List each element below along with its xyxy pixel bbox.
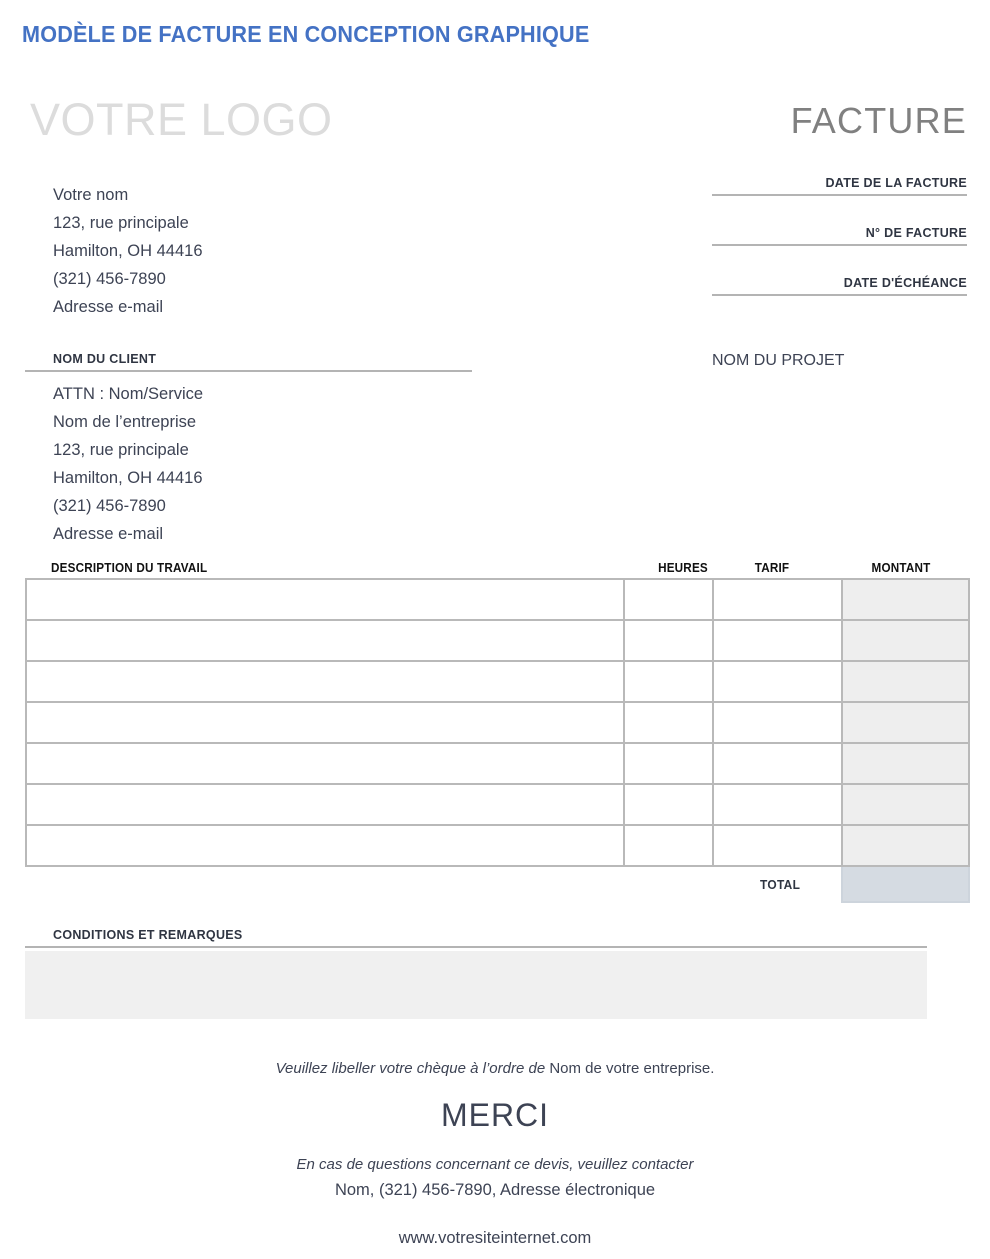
total-value[interactable] [842, 866, 969, 902]
client-line: 123, rue principale [53, 441, 189, 459]
check-note-italic-part: Veuillez libeller votre chèque à l’ordre de [275, 1060, 550, 1077]
client-section-underline [25, 370, 472, 372]
cell-description[interactable] [26, 784, 624, 825]
field-underline [712, 244, 967, 246]
client-section-header [25, 352, 472, 372]
table-row [26, 661, 969, 702]
client-line: (321) 456-7890 [53, 497, 166, 515]
cell-amount[interactable] [842, 579, 969, 620]
conditions-textarea[interactable] [25, 951, 927, 1019]
logo-placeholder: VOTRE LOGO [30, 94, 333, 145]
cell-amount[interactable] [842, 784, 969, 825]
cell-description[interactable] [26, 743, 624, 784]
total-row [26, 866, 969, 902]
footer [0, 1058, 990, 1251]
cell-rate[interactable] [713, 702, 842, 743]
field-due-date[interactable] [712, 276, 967, 296]
sender-address-block [53, 181, 473, 321]
cell-hours[interactable] [624, 661, 713, 702]
client-line: Adresse e-mail [53, 525, 164, 543]
website-url: www.votresiteinternet.com [398, 1229, 592, 1247]
cell-amount[interactable] [842, 620, 969, 661]
cell-amount[interactable] [842, 743, 969, 784]
field-label: N° DE FACTURE [865, 226, 967, 240]
table-row [26, 702, 969, 743]
cell-hours[interactable] [624, 579, 713, 620]
cell-hours[interactable] [624, 743, 713, 784]
sender-line: Votre nom [53, 186, 129, 204]
table-row [26, 743, 969, 784]
cell-rate[interactable] [713, 579, 842, 620]
cell-hours[interactable] [624, 784, 713, 825]
contact-details-text: Nom, (321) 456-7890, Adresse électronique [334, 1181, 656, 1199]
cell-hours[interactable] [624, 620, 713, 661]
thank-you-heading: MERCI [440, 1097, 550, 1133]
contact-intro-text: En cas de questions concernant ce devis, veuillez contacter [296, 1156, 694, 1173]
field-invoice-number[interactable] [712, 226, 967, 246]
items-table [25, 578, 970, 903]
cell-hours[interactable] [624, 702, 713, 743]
cell-hours[interactable] [624, 825, 713, 866]
conditions-section-header [25, 928, 927, 948]
field-invoice-date[interactable] [712, 176, 967, 196]
conditions-underline [25, 946, 927, 948]
total-label: TOTAL [760, 877, 801, 892]
sender-line: 123, rue principale [53, 214, 189, 232]
cell-description[interactable] [26, 620, 624, 661]
cell-rate[interactable] [713, 661, 842, 702]
field-label: DATE DE LA FACTURE [825, 176, 967, 190]
cell-amount[interactable] [842, 661, 969, 702]
cell-description[interactable] [26, 661, 624, 702]
client-line: ATTN : Nom/Service [53, 385, 204, 403]
cell-amount[interactable] [842, 702, 969, 743]
table-row [26, 620, 969, 661]
check-note-company-part: Nom de votre entreprise. [549, 1060, 715, 1077]
table-row [26, 784, 969, 825]
cell-rate[interactable] [713, 743, 842, 784]
cell-description[interactable] [26, 702, 624, 743]
column-header-amount: MONTANT [871, 560, 931, 575]
conditions-label: CONDITIONS ET REMARQUES [53, 928, 243, 942]
column-header-hours: HEURES [658, 560, 708, 575]
page-title: MODÈLE DE FACTURE EN CONCEPTION GRAPHIQUE [22, 21, 590, 47]
cell-rate[interactable] [713, 825, 842, 866]
sender-line: (321) 456-7890 [53, 270, 166, 288]
field-label: NOM DU PROJET [712, 352, 845, 369]
field-label: DATE D'ÉCHÉANCE [843, 276, 967, 290]
client-address-block [53, 380, 483, 548]
column-header-rate: TARIF [754, 560, 790, 575]
sender-line: Adresse e-mail [53, 298, 164, 316]
client-line: Nom de l’entreprise [53, 413, 197, 431]
table-row [26, 579, 969, 620]
field-underline [712, 194, 967, 196]
items-table-header [25, 560, 968, 576]
cell-rate[interactable] [713, 620, 842, 661]
sender-line: Hamilton, OH 44416 [53, 242, 203, 260]
field-project-name[interactable] [712, 352, 967, 370]
check-payable-note [0, 1058, 990, 1080]
cell-description[interactable] [26, 579, 624, 620]
cell-amount[interactable] [842, 825, 969, 866]
field-underline [712, 294, 967, 296]
client-section-label: NOM DU CLIENT [53, 352, 157, 366]
document-type-heading: FACTURE [790, 100, 967, 141]
cell-rate[interactable] [713, 784, 842, 825]
column-header-description: DESCRIPTION DU TRAVAIL [51, 560, 208, 575]
client-line: Hamilton, OH 44416 [53, 469, 203, 487]
cell-description[interactable] [26, 825, 624, 866]
table-row [26, 825, 969, 866]
invoice-meta-fields [712, 176, 967, 296]
